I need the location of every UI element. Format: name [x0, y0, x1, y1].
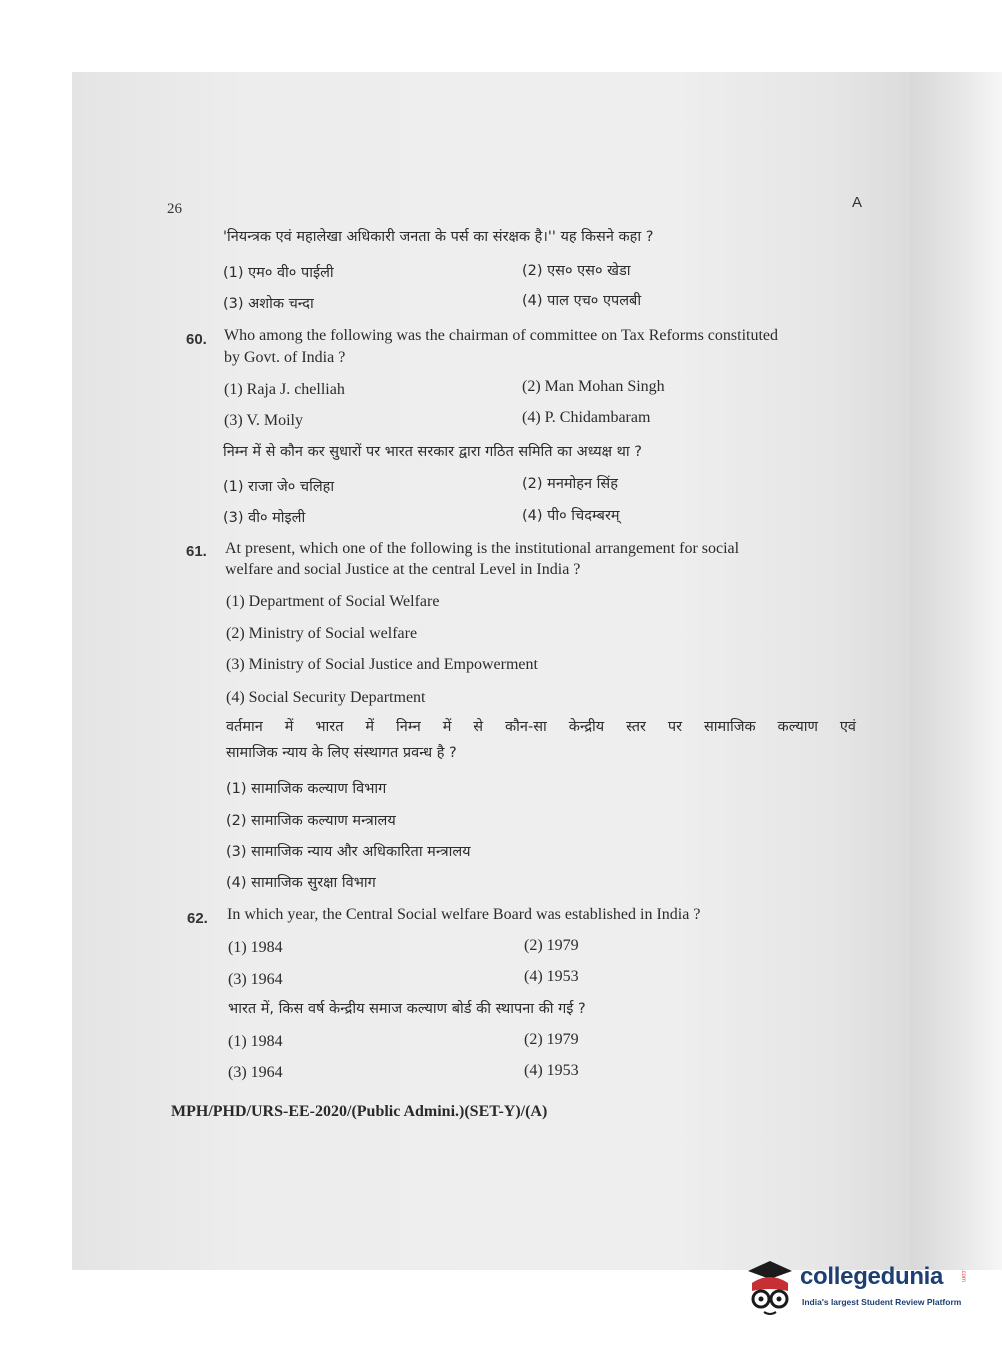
q61-hindi-line-2: सामाजिक न्याय के लिए संस्थागत प्रवन्ध है ? — [226, 745, 457, 761]
q59-hindi-question: 'नियन्त्रक एवं महालेखा अधिकारी जनता के पर्स का संरक्षक है।'' यह किसने कहा ? — [223, 229, 654, 245]
page-edge-shadow — [910, 72, 1002, 1270]
q59-option-1: (1) एम० वी० पाईली — [223, 265, 334, 281]
q61-hindi-option-2: (2) सामाजिक कल्याण मन्त्रालय — [226, 813, 396, 829]
q62-hindi-question: भारत में, किस वर्ष केन्द्रीय समाज कल्याण बोर्ड की स्थापना की गई ? — [228, 1001, 586, 1017]
set-letter: A — [852, 194, 863, 211]
q60-option-1: (1) Raja J. chelliah — [224, 381, 345, 398]
q59-option-2: (2) एस० एस० खेडा — [522, 263, 631, 279]
q62-option-1: (1) 1984 — [228, 939, 283, 956]
q60-hindi-option-2: (2) मनमोहन सिंह — [522, 476, 618, 492]
paper-code-footer: MPH/PHD/URS-EE-2020/(Public Admini.)(SET-Y)/(A) — [171, 1103, 548, 1120]
q60-line-1: Who among the following was the chairman of committee on Tax Reforms constituted — [224, 327, 779, 344]
q61-hindi-option-1: (1) सामाजिक कल्याण विभाग — [226, 781, 387, 797]
page-number: 26 — [167, 201, 182, 217]
q60-option-2: (2) Man Mohan Singh — [522, 378, 665, 395]
q61-hindi-option-4: (4) सामाजिक सुरक्षा विभाग — [226, 875, 376, 891]
q61-hindi-option-3: (3) सामाजिक न्याय और अधिकारिता मन्त्रालय — [226, 844, 471, 860]
q62-option-3: (3) 1964 — [228, 971, 283, 988]
q60-hindi-question: निम्न में से कौन कर सुधारों पर भारत सरकार द्वारा गठित समिति का अध्यक्ष था ? — [223, 444, 642, 460]
q61-option-4: (4) Social Security Department — [226, 689, 426, 706]
collegedunia-com: .com — [960, 1269, 966, 1283]
q60-number: 60. — [186, 331, 207, 348]
q61-number: 61. — [186, 543, 207, 560]
q62-hindi-option-3: (3) 1964 — [228, 1064, 283, 1081]
q60-hindi-option-4: (4) पी० चिदम्बरम् — [522, 508, 620, 524]
q59-option-4: (4) पाल एच० एपलबी — [522, 293, 642, 309]
q62-question: In which year, the Central Social welfare Board was established in India ? — [227, 906, 701, 923]
q62-option-2: (2) 1979 — [524, 937, 579, 954]
q62-hindi-option-4: (4) 1953 — [524, 1062, 579, 1079]
q61-option-2: (2) Ministry of Social welfare — [226, 625, 418, 642]
collegedunia-tagline: India's largest Student Review Platform — [802, 1297, 962, 1307]
student-mascot-icon — [742, 1257, 798, 1319]
q61-hindi-line-1: वर्तमान में भारत में निम्न में से कौन-सा केन्द्रीय स्तर पर सामाजिक कल्याण एवं — [226, 719, 856, 735]
q62-hindi-option-2: (2) 1979 — [524, 1031, 579, 1048]
q60-hindi-option-3: (3) वी० मोइली — [223, 510, 306, 526]
q59-option-3: (3) अशोक चन्दा — [223, 296, 314, 312]
q60-hindi-option-1: (1) राजा जे० चलिहा — [223, 479, 335, 495]
q61-line-2: welfare and social Justice at the central Level in India ? — [225, 561, 581, 578]
q62-option-4: (4) 1953 — [524, 968, 579, 985]
collegedunia-logo — [742, 1257, 972, 1321]
q60-line-2: by Govt. of India ? — [224, 349, 346, 366]
q60-option-4: (4) P. Chidambaram — [522, 409, 651, 426]
q62-hindi-option-1: (1) 1984 — [228, 1033, 283, 1050]
q60-option-3: (3) V. Moily — [224, 412, 303, 429]
collegedunia-brand: collegedunia — [800, 1263, 944, 1290]
q62-number: 62. — [187, 910, 208, 927]
q61-option-3: (3) Ministry of Social Justice and Empowerment — [226, 656, 538, 673]
q61-option-1: (1) Department of Social Welfare — [226, 593, 440, 610]
q61-line-1: At present, which one of the following is the institutional arrangement for social — [225, 540, 740, 557]
